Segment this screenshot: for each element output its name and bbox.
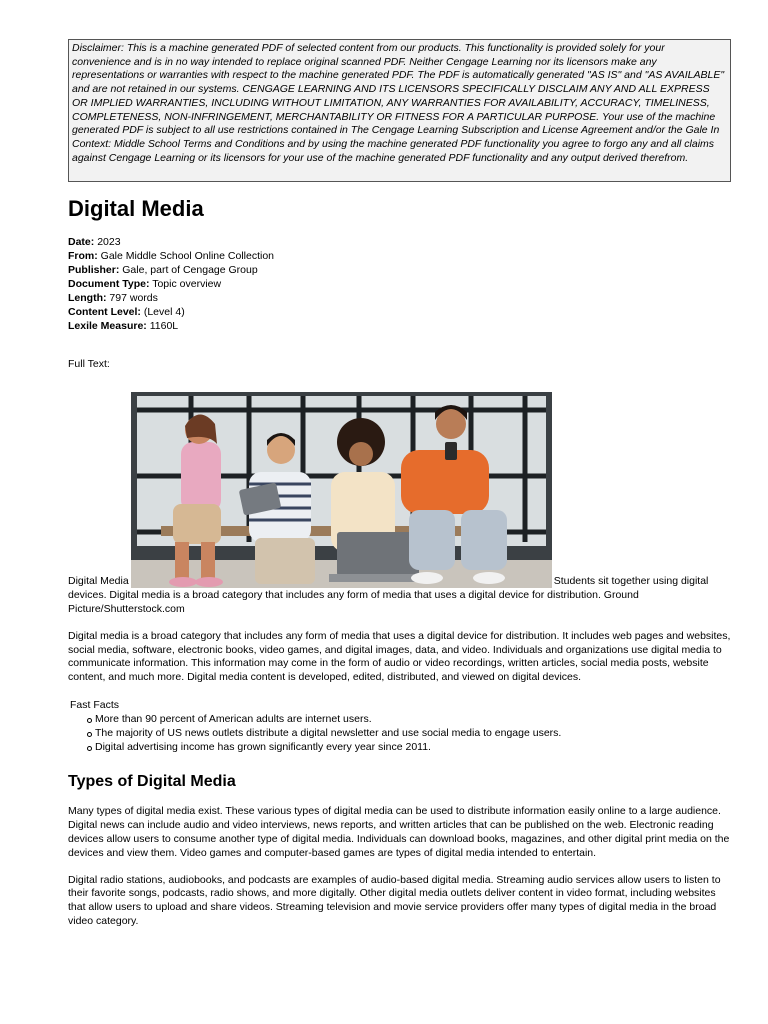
meta-value: 2023 — [97, 236, 121, 249]
meta-label: Publisher: — [68, 264, 120, 277]
meta-value: 1160L — [149, 319, 179, 332]
figure — [68, 392, 731, 616]
meta-row-publisher — [68, 264, 731, 278]
meta-row-document-type — [68, 278, 731, 292]
metadata-block — [68, 236, 731, 333]
document-page — [68, 39, 731, 929]
section-paragraph: Many types of digital media exist. These various types of digital media can be used to distribute information easily online to a large audience. Digital news can include audio and video interviews, news reports, and written articles that can be published on the web. Electronic reading devices allow users to consume another type of digital media. Individuals can download books, magazines, and other digital print media on the devices and view them. Video games and computer-based games are types of digital media intended to entertain. — [68, 804, 730, 859]
meta-row-from — [68, 250, 731, 264]
meta-row-length — [68, 292, 731, 306]
section-heading: Types of Digital Media — [68, 772, 236, 790]
intro-paragraph: Digital media is a broad category that includes any form of media that uses a digital device for distribution. It includes web pages and websites, social media, software, electronic books, video games, and digital images, data, and video. Individuals and organizations use digital media to communicate information. This information may come in the form of audio or video recordings, written articles, social media posts, website content, and much more. Digital media content is developed, edited, distributed, and viewed on digital devices. — [68, 629, 731, 684]
meta-row-lexile — [68, 320, 731, 334]
meta-label: Length: — [68, 291, 107, 304]
meta-label: Lexile Measure: — [68, 319, 147, 332]
list-item: More than 90 percent of American adults are internet users. — [95, 713, 731, 727]
fast-facts — [68, 699, 731, 755]
fast-facts-heading: Fast Facts — [70, 699, 120, 712]
meta-value: Gale, part of Cengage Group — [122, 264, 258, 277]
full-text-label: Full Text: — [68, 357, 110, 370]
meta-row-content-level — [68, 306, 731, 320]
figure-label: Digital Media — [68, 574, 129, 587]
disclaimer-box: Disclaimer: This is a machine generated PDF of selected content from our products. This functionality is provided solely for your convenience and is in no way intended to replace original scanned PDF. Neither Cengage Learning nor its licensors make any representations or warranties with respect to the machine generated PDF. The PDF is automatically generated "AS IS" and "AS AVAILABLE" and are not retained in our systems. CENGAGE LEARNING AND ITS LICENSORS SPECIFICALLY DISCLAIM ANY AND ALL EXPRESS OR IMPLIED WARRANTIES, INCLUDING WITHOUT LIMITATION, ANY WARRANTIES FOR AVAILABILITY, ACCURACY, TIMELINESS, COMPLETENESS, NON-INFRINGEMENT, MERCHANTABILITY OR FITNESS FOR A PARTICULAR PURPOSE. Your use of the machine generated PDF is subject to all use restrictions contained in The Cengage Learning Subscription and License Agreement and/or the Gale In Context: Middle School Terms and Conditions and by using the machine generated PDF functionality you agree to forgo any and all claims against Cengage Learning or its licensors for your use of the machine generated PDF functionality and any output derived therefrom. — [68, 39, 731, 182]
meta-value: Topic overview — [152, 278, 222, 291]
meta-value: Gale Middle School Online Collection — [100, 250, 275, 263]
students-photo — [131, 392, 552, 588]
list-item: Digital advertising income has grown significantly every year since 2011. — [95, 741, 731, 755]
page-title: Digital Media — [68, 196, 204, 222]
meta-label: Content Level: — [68, 305, 141, 318]
meta-value: (Level 4) — [143, 305, 185, 318]
list-item: The majority of US news outlets distribute a digital newsletter and use social media to engage users. — [95, 727, 731, 741]
meta-label: Document Type: — [68, 278, 150, 291]
fast-facts-list — [70, 713, 731, 755]
meta-label: From: — [68, 250, 98, 263]
meta-row-date — [68, 236, 731, 250]
meta-value: 797 words — [109, 291, 158, 304]
section-paragraph: Digital radio stations, audiobooks, and podcasts are examples of audio-based digital media. Streaming audio services allow users to listen to their favorite songs, podcasts, radio shows, and more digitally. Other digital media outlets deliver content in video format, including websites that allow users to upload and share videos. Streaming television and movie service providers offer many types of digital media in the broad video category. — [68, 873, 721, 928]
meta-label: Date: — [68, 236, 95, 249]
figure-caption: Students sit together using digital devices. Digital media is a broad category that includes any form of media that uses a digital device for distribution. Ground Picture/Shutterstock.com — [68, 574, 709, 615]
